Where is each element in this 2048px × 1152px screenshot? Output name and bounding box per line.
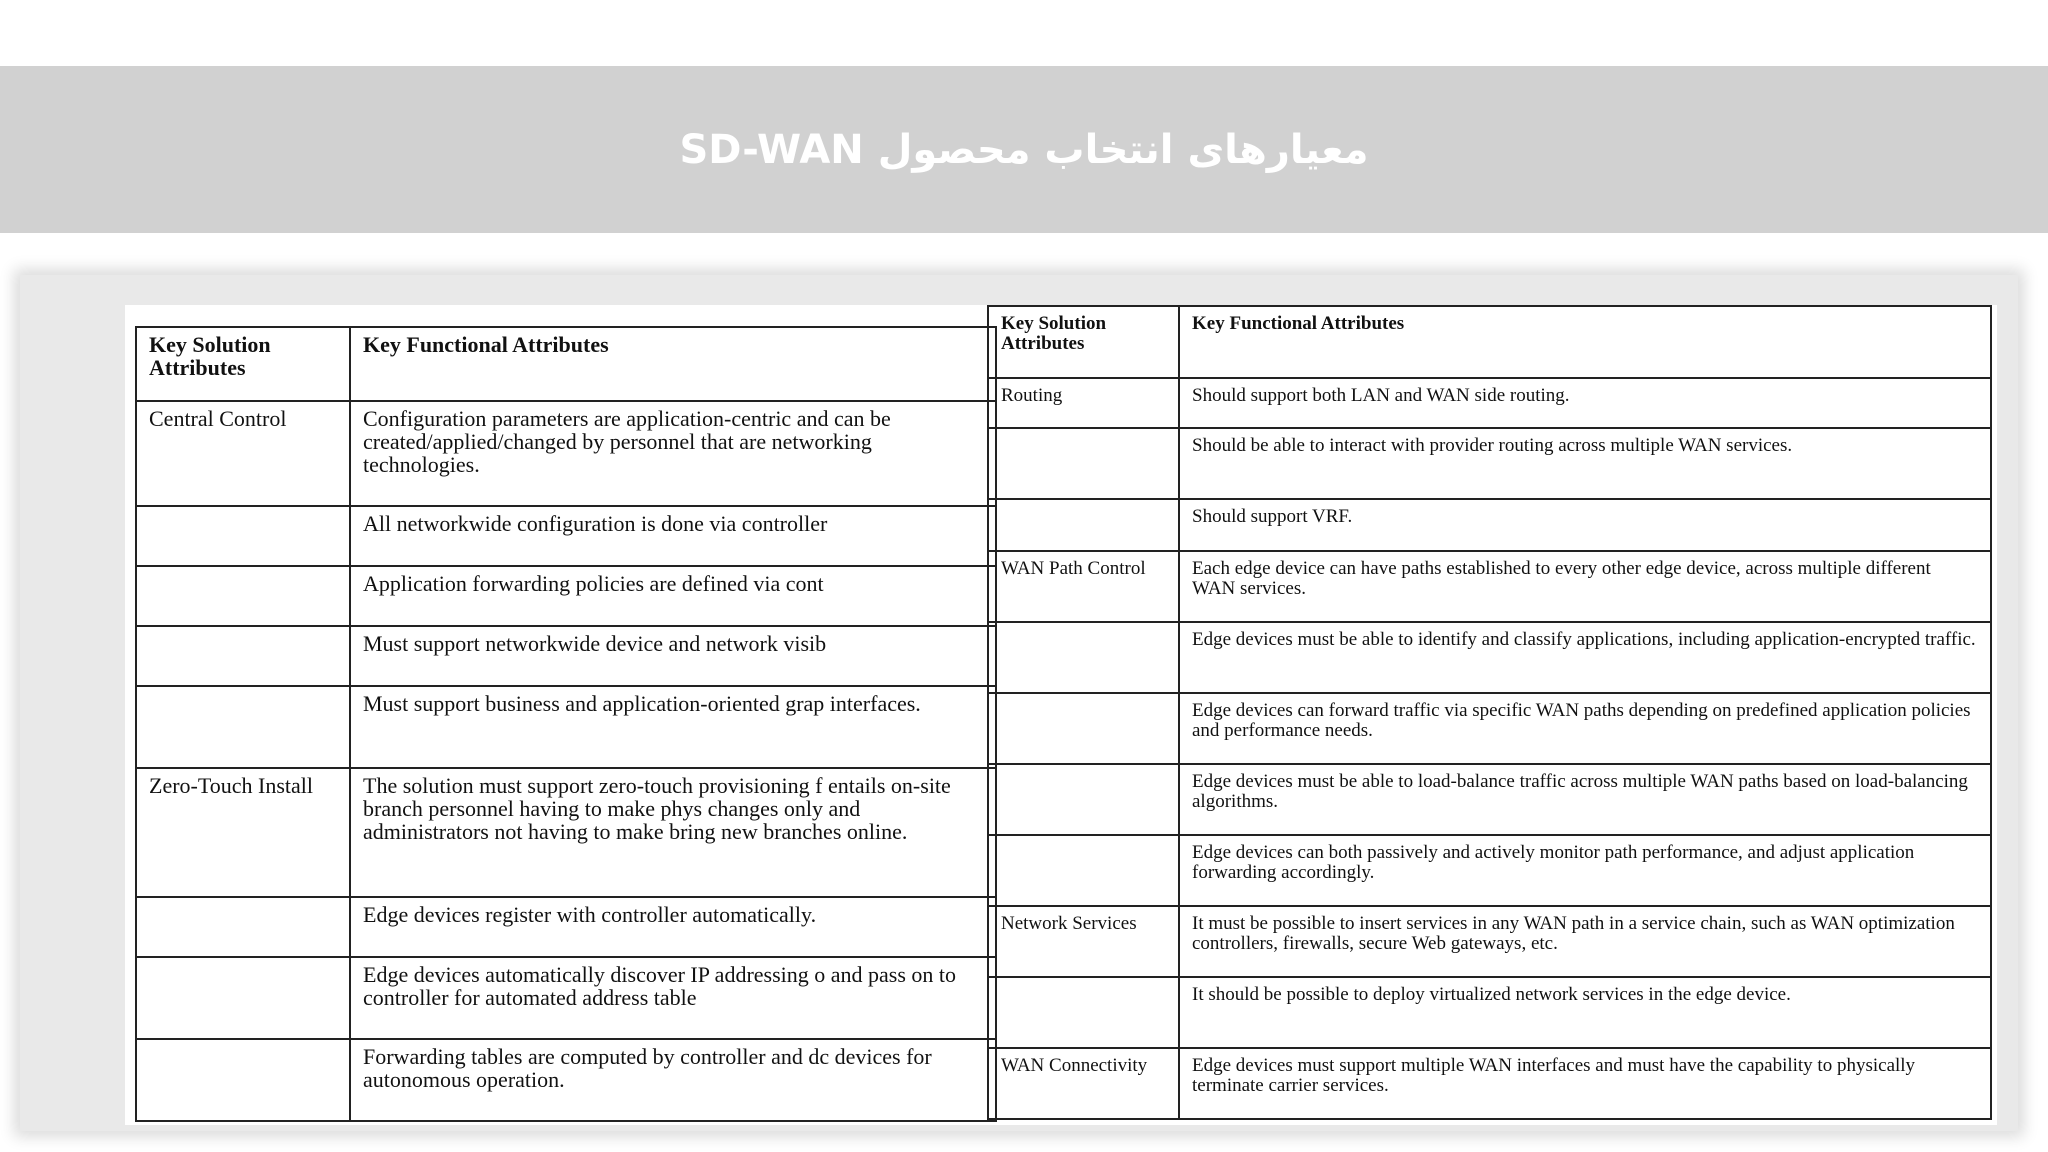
- solution-cell: [988, 764, 1179, 835]
- functional-cell: Each edge device can have paths established to every other edge device, across multiple different WAN services.: [1179, 551, 1991, 622]
- table-row: [136, 506, 996, 566]
- functional-cell: Should support VRF.: [1179, 499, 1991, 551]
- solution-cell: [136, 957, 350, 1039]
- table-row: [988, 378, 1991, 428]
- solution-cell: [136, 897, 350, 957]
- table-row: [988, 835, 1991, 906]
- solution-cell: [988, 835, 1179, 906]
- solution-cell: [136, 566, 350, 626]
- header-solution-attributes: Key Solution Attributes: [136, 327, 350, 401]
- slide-title: معیارهای انتخاب محصول SD-WAN: [679, 126, 1369, 173]
- functional-cell: It should be possible to deploy virtualized network services in the edge device.: [1179, 977, 1991, 1048]
- table-header-row: [988, 306, 1991, 378]
- functional-cell: Should be able to interact with provider routing across multiple WAN services.: [1179, 428, 1991, 499]
- functional-cell: Edge devices must be able to load-balance traffic across multiple WAN paths based on load-balancing algorithms.: [1179, 764, 1991, 835]
- solution-cell: Central Control: [136, 401, 350, 506]
- solution-cell: WAN Connectivity: [988, 1048, 1179, 1119]
- table-row: [988, 499, 1991, 551]
- functional-cell: Should support both LAN and WAN side routing.: [1179, 378, 1991, 428]
- table-header-row: [136, 327, 996, 401]
- table-row: [988, 906, 1991, 977]
- solution-cell: [136, 686, 350, 768]
- functional-cell: Must support networkwide device and network visib: [350, 626, 996, 686]
- solution-cell: Routing: [988, 378, 1179, 428]
- solution-cell: [136, 1039, 350, 1121]
- functional-cell: Edge devices can forward traffic via specific WAN paths depending on predefined application policies and performance needs.: [1179, 693, 1991, 764]
- title-banner: [0, 66, 2048, 233]
- table-row: [988, 622, 1991, 693]
- table-row: [988, 977, 1991, 1048]
- solution-cell: [136, 506, 350, 566]
- table-row: [136, 566, 996, 626]
- table-row: [988, 428, 1991, 499]
- table-row: [988, 551, 1991, 622]
- functional-cell: Forwarding tables are computed by controller and dc devices for autonomous operation.: [350, 1039, 996, 1121]
- functional-cell: Edge devices automatically discover IP addressing o and pass on to controller for automated address table: [350, 957, 996, 1039]
- table-row: [988, 693, 1991, 764]
- functional-cell: Edge devices register with controller automatically.: [350, 897, 996, 957]
- table-row: [136, 686, 996, 768]
- left-attributes-table: [135, 326, 997, 1122]
- table-row: [136, 401, 996, 506]
- table-row: [136, 897, 996, 957]
- functional-cell: Must support business and application-oriented grap interfaces.: [350, 686, 996, 768]
- functional-cell: The solution must support zero-touch provisioning f entails on-site branch personnel having to make phys changes only and administrators not having to make bring new branches online.: [350, 768, 996, 897]
- document-image: [125, 305, 1997, 1125]
- solution-cell: WAN Path Control: [988, 551, 1179, 622]
- functional-cell: Edge devices must be able to identify and classify applications, including application-encrypted traffic.: [1179, 622, 1991, 693]
- functional-cell: Edge devices must support multiple WAN interfaces and must have the capability to physically terminate carrier services.: [1179, 1048, 1991, 1119]
- table-row: [136, 626, 996, 686]
- table-row: [988, 1048, 1991, 1119]
- solution-cell: Zero-Touch Install: [136, 768, 350, 897]
- functional-cell: All networkwide configuration is done via controller: [350, 506, 996, 566]
- table-row: [988, 764, 1991, 835]
- table-row: [136, 1039, 996, 1121]
- functional-cell: Configuration parameters are application-centric and can be created/applied/changed by personnel that are networking technologies.: [350, 401, 996, 506]
- functional-cell: Application forwarding policies are defined via cont: [350, 566, 996, 626]
- solution-cell: [988, 428, 1179, 499]
- solution-cell: [988, 622, 1179, 693]
- header-functional-attributes: Key Functional Attributes: [1179, 306, 1991, 378]
- solution-cell: [988, 693, 1179, 764]
- header-solution-attributes: Key Solution Attributes: [988, 306, 1179, 378]
- header-functional-attributes: Key Functional Attributes: [350, 327, 996, 401]
- solution-cell: [988, 499, 1179, 551]
- functional-cell: Edge devices can both passively and actively monitor path performance, and adjust application forwarding accordingly.: [1179, 835, 1991, 906]
- table-row: [136, 768, 996, 897]
- right-attributes-table: [987, 305, 1992, 1120]
- solution-cell: [136, 626, 350, 686]
- solution-cell: [988, 977, 1179, 1048]
- functional-cell: It must be possible to insert services in any WAN path in a service chain, such as WAN optimization controllers, firewalls, secure Web gateways, etc.: [1179, 906, 1991, 977]
- table-row: [136, 957, 996, 1039]
- solution-cell: Network Services: [988, 906, 1179, 977]
